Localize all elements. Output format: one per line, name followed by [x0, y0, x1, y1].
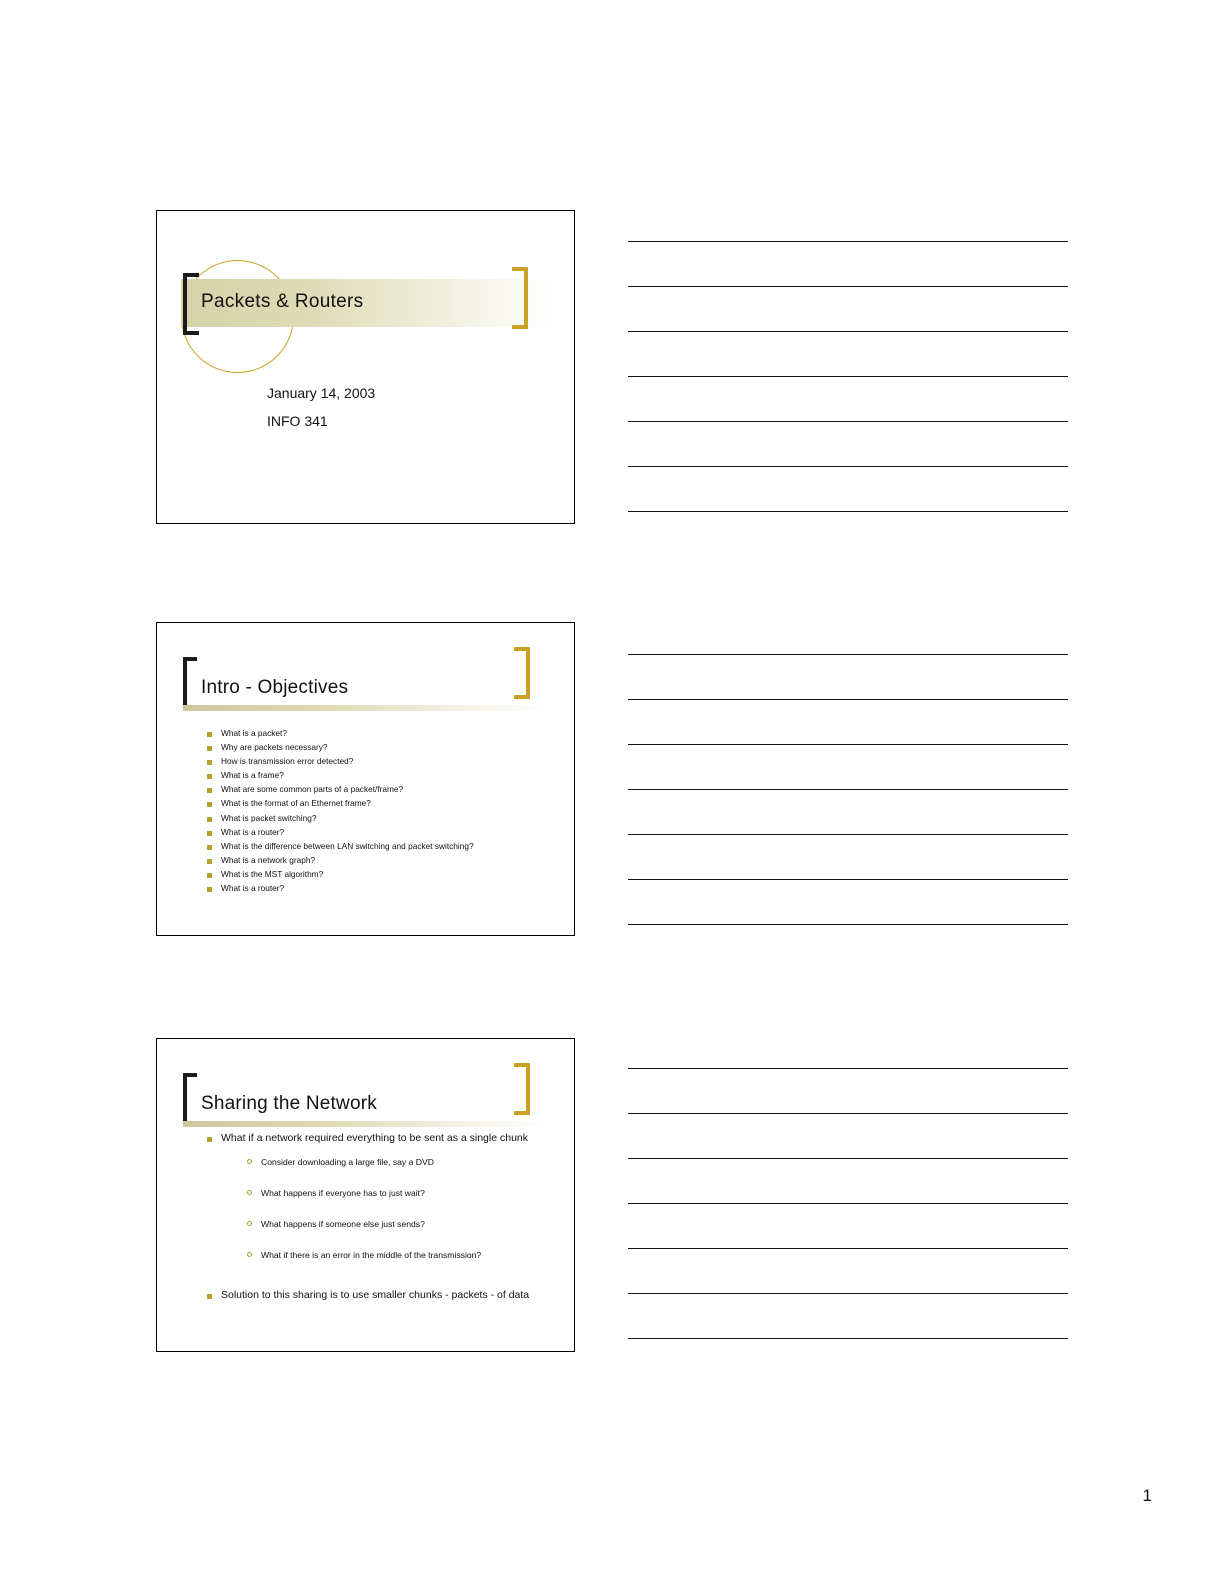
list-item-text: Consider downloading a large file, say a DVD [261, 1157, 434, 1167]
note-line [628, 421, 1068, 422]
list-item-text: Solution to this sharing is to use smaller chunks - packets - of data [221, 1289, 530, 1301]
square-bullet-icon [207, 817, 212, 822]
list-item-text: What is a network graph? [221, 854, 316, 865]
note-line [628, 654, 1068, 655]
list-item-text: What is the format of an Ethernet frame? [221, 798, 371, 809]
square-bullet-icon [207, 873, 212, 878]
note-line [628, 1203, 1068, 1204]
list-item [195, 882, 543, 896]
list-item-text: What is the difference between LAN switching and packet switching? [221, 840, 474, 851]
list-item [195, 1248, 545, 1262]
note-line [628, 331, 1068, 332]
list-item [195, 1131, 545, 1145]
note-line [628, 241, 1068, 242]
slide-title: Intro - Objectives [201, 677, 349, 698]
list-item [195, 741, 543, 755]
note-line [628, 924, 1068, 925]
square-bullet-icon [207, 859, 212, 864]
right-bracket-icon [514, 647, 530, 699]
list-item-text: What if there is an error in the middle of the transmission? [261, 1250, 482, 1260]
bullet-list [195, 727, 543, 896]
list-item [195, 840, 543, 854]
square-bullet-icon [207, 887, 212, 892]
note-line [628, 1338, 1068, 1339]
slide-thumbnail-3 [156, 1038, 575, 1352]
square-bullet-icon [207, 788, 212, 793]
list-item [195, 727, 543, 741]
slide-thumbnail-2 [156, 622, 575, 936]
square-bullet-icon [207, 831, 212, 836]
notes-area-3 [628, 1068, 1068, 1383]
list-item [195, 797, 543, 811]
list-item [195, 812, 543, 826]
note-line [628, 879, 1068, 880]
list-item [195, 769, 543, 783]
right-bracket-icon [512, 267, 528, 329]
left-bracket-icon [183, 273, 199, 335]
list-item-text: What is a frame? [221, 770, 284, 781]
note-line [628, 466, 1068, 467]
list-item-text: What is a router? [221, 826, 285, 837]
list-item-text: How is transmission error detected? [221, 756, 354, 767]
square-bullet-icon [207, 802, 212, 807]
circle-bullet-icon [247, 1252, 252, 1257]
list-item [195, 755, 543, 769]
note-line [628, 1113, 1068, 1114]
list-item [195, 826, 543, 840]
list-item-text: What is packet switching? [221, 812, 317, 823]
list-item-text: What is the MST algorithm? [221, 868, 324, 879]
list-item-text: What is a packet? [221, 728, 287, 738]
note-line [628, 789, 1068, 790]
circle-bullet-icon [247, 1221, 252, 1226]
notes-area-2 [628, 654, 1068, 969]
list-item-text: What happens if everyone has to just wait? [261, 1188, 425, 1198]
square-bullet-icon [207, 774, 212, 779]
slide-date: January 14, 2003 [267, 385, 376, 401]
list-item [195, 854, 543, 868]
note-line [628, 744, 1068, 745]
list-item [195, 1155, 545, 1169]
slide-course: INFO 341 [267, 413, 328, 429]
slide-title: Sharing the Network [201, 1093, 377, 1114]
square-bullet-icon [207, 732, 212, 737]
list-item [195, 1288, 545, 1302]
square-bullet-icon [207, 1137, 212, 1142]
page-number: 1 [1142, 1486, 1152, 1505]
list-item [195, 783, 543, 797]
note-line [628, 1293, 1068, 1294]
bullet-list [195, 1131, 545, 1312]
list-item-text: What if a network required everything to be sent as a single chunk [221, 1132, 529, 1144]
title-rule-decoration [183, 705, 551, 711]
note-line [628, 376, 1068, 377]
square-bullet-icon [207, 1294, 212, 1299]
note-line [628, 834, 1068, 835]
slide-thumbnail-1 [156, 210, 575, 524]
list-item-text: What happens if someone else just sends? [261, 1219, 425, 1229]
left-bracket-icon [183, 1073, 197, 1125]
right-bracket-icon [514, 1063, 530, 1115]
note-line [628, 286, 1068, 287]
square-bullet-icon [207, 845, 212, 850]
note-line [628, 1068, 1068, 1069]
list-item-text: Why are packets necessary? [221, 742, 328, 753]
notes-area-1 [628, 241, 1068, 556]
note-line [628, 1248, 1068, 1249]
list-item-text: What is a router? [221, 883, 285, 894]
square-bullet-icon [207, 760, 212, 765]
note-line [628, 699, 1068, 700]
square-bullet-icon [207, 746, 212, 751]
circle-bullet-icon [247, 1159, 252, 1164]
slide-title: Packets & Routers [201, 291, 364, 312]
list-item [195, 1217, 545, 1231]
note-line [628, 1158, 1068, 1159]
circle-bullet-icon [247, 1190, 252, 1195]
list-item-text: What are some common parts of a packet/frame? [221, 784, 404, 795]
list-item [195, 868, 543, 882]
title-rule-decoration [183, 1121, 551, 1127]
left-bracket-icon [183, 657, 197, 709]
list-item [195, 1186, 545, 1200]
note-line [628, 511, 1068, 512]
